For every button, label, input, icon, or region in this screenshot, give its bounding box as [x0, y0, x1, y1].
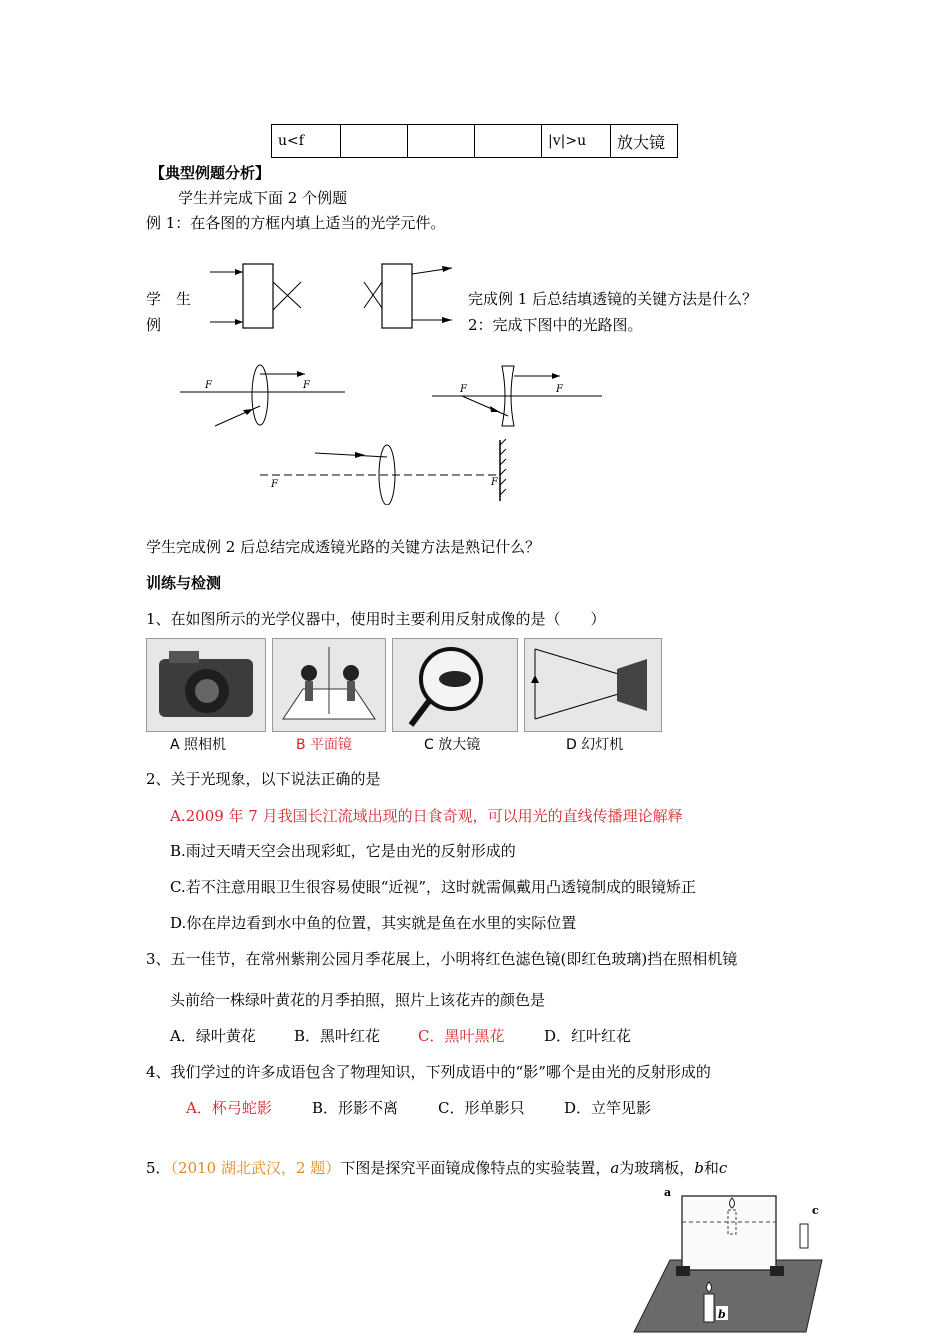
side-text-left-2: 例 — [146, 316, 162, 334]
side-text-right-1: 完成例 1 后总结填透镜的关键方法是什么？ — [468, 290, 758, 308]
q2-option-d: D.你在岸边看到水中鱼的位置，其实就是鱼在水里的实际位置 — [170, 914, 577, 932]
q4-option-d: D．立竿见影 — [564, 1099, 652, 1117]
q4-option-a: A．杯弓蛇影 — [186, 1099, 272, 1117]
question-5 — [146, 1157, 727, 1178]
q5-and: 和 — [703, 1159, 719, 1177]
question-2: 2、关于光现象，以下说法正确的是 — [146, 770, 381, 788]
caption-a: A 照相机 — [170, 737, 227, 753]
concave-lens-diagram — [430, 360, 605, 430]
q5-var-a: a — [610, 1159, 620, 1177]
q4-option-c: C．形单影只 — [438, 1099, 525, 1117]
table-cell: u<f — [272, 125, 341, 158]
table-cell — [341, 125, 408, 158]
focus-label: F — [460, 384, 467, 395]
convex-lens-diagram — [175, 360, 350, 430]
summary-table — [271, 124, 678, 158]
box-diagram-1 — [205, 260, 305, 332]
q2-option-b: B.雨过天晴天空会出现彩虹，它是由光的反射形成的 — [170, 842, 516, 860]
table-cell — [408, 125, 475, 158]
side-text-left-1: 学 生 — [146, 290, 192, 308]
focus-label: F — [491, 477, 498, 488]
table-row — [272, 125, 678, 158]
q2-option-c: C.若不注意用眼卫生很容易使眼“近视”，这时就需佩戴用凸透镜制成的眼镜矫正 — [170, 878, 697, 896]
projector-image — [524, 638, 662, 732]
question-3-line-1: 3、五一佳节，在常州紫荆公园月季花展上，小明将红色滤色镜(即红色玻璃)挡在照相机镜 — [146, 950, 738, 968]
camera-image — [146, 638, 266, 732]
caption-d: D 幻灯机 — [566, 737, 624, 753]
question-1: 1、在如图所示的光学仪器中，使用时主要利用反射成像的是（ ） — [146, 610, 606, 628]
figure-label-a: a — [664, 1188, 672, 1199]
box-diagram-2 — [360, 260, 460, 332]
q2-option-a: A.2009 年 7 月我国长江流域出现的日食奇观，可以用光的直线传播理论解释 — [170, 807, 683, 825]
q3-option-d: D．红叶红花 — [544, 1027, 632, 1045]
caption-b: B 平面镜 — [296, 737, 353, 753]
focus-label: F — [303, 380, 310, 391]
practice-title: 训练与检测 — [146, 574, 222, 592]
q3-option-a: A．绿叶黄花 — [170, 1027, 256, 1045]
table-cell: 放大镜 — [611, 125, 678, 158]
focus-label: F — [271, 479, 278, 490]
section-title: 【典型例题分析】 — [150, 164, 271, 182]
lens-mirror-diagram — [255, 435, 520, 505]
table-cell — [475, 125, 542, 158]
question-4: 4、我们学过的许多成语包含了物理知识，下列成语中的“影”哪个是由光的反射形成的 — [146, 1063, 711, 1081]
figure-label-c: c — [812, 1204, 819, 1217]
q4-option-b: B．形影不离 — [312, 1099, 399, 1117]
focus-label: F — [556, 384, 563, 395]
focus-label: F — [205, 380, 212, 391]
question-3-line-2: 头前给一株绿叶黄花的月季拍照，照片上该花卉的颜色是 — [170, 991, 546, 1009]
q3-option-c: C．黑叶黑花 — [418, 1027, 505, 1045]
table-cell: |v|>u — [542, 125, 611, 158]
figure-label-b: b — [718, 1308, 726, 1321]
q3-option-b: B．黑叶红花 — [294, 1027, 381, 1045]
intro-text: 学生并完成下面 2 个例题 — [178, 189, 348, 207]
mirror-image — [272, 638, 386, 732]
plane-mirror-apparatus — [630, 1188, 830, 1338]
q5-var-c: c — [718, 1159, 728, 1177]
q5-source: （2010 湖北武汉，2 题） — [170, 1159, 341, 1177]
q5-mid: 为玻璃板， — [619, 1159, 695, 1177]
summary-2-text: 学生完成例 2 后总结完成透镜光路的关键方法是熟记什么？ — [146, 538, 541, 556]
side-text-right-2: 2：完成下图中的光路图。 — [468, 316, 643, 334]
q5-var-b: b — [694, 1159, 704, 1177]
magnifier-image — [392, 638, 518, 732]
q5-text: 下图是探究平面镜成像特点的实验装置， — [340, 1159, 611, 1177]
example-1-text: 例 1：在各图的方框内填上适当的光学元件。 — [146, 214, 446, 232]
q5-number: 5． — [146, 1159, 171, 1177]
caption-c: C 放大镜 — [424, 737, 481, 753]
